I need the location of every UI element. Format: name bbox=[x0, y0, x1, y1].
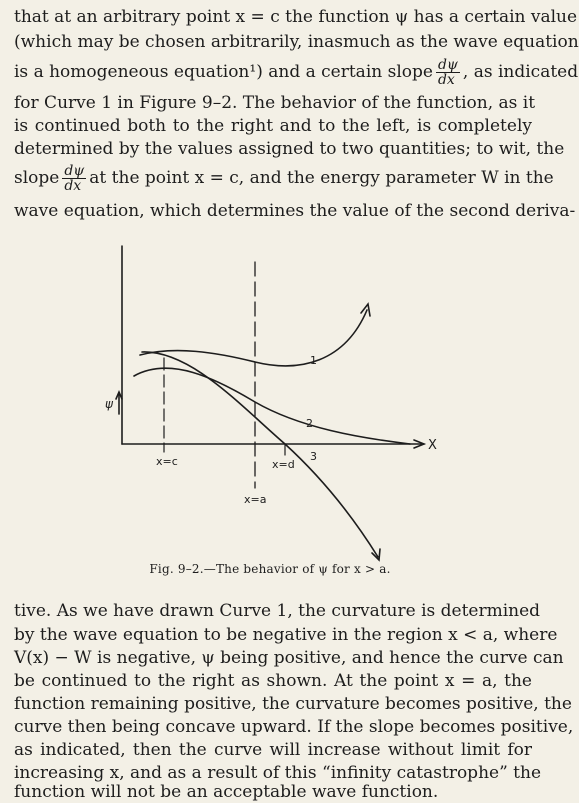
text-line-11: V(x) − W is negative, ψ being positive, and hence the curve can bbox=[14, 648, 564, 668]
text-line-14: curve then being concave upward. If the slope becomes positive, bbox=[14, 717, 574, 737]
frac-den-2: dx bbox=[64, 178, 82, 194]
x-d-label: x=d bbox=[272, 458, 295, 471]
text-line-7a: slope bbox=[14, 168, 60, 188]
frac-den: dx bbox=[437, 72, 455, 88]
text-line-1: that at an arbitrary point x = c the function ψ has a certain value bbox=[14, 7, 578, 27]
text-line-6: determined by the values assigned to two quantities; to wit, the bbox=[14, 139, 565, 159]
text-line-4: for Curve 1 in Figure 9–2. The behavior of the function, as it bbox=[14, 93, 536, 113]
text-line-8: wave equation, which determines the value of the second deriva- bbox=[14, 201, 576, 221]
text-line-12: be continued to the right as shown. At the point x = a, the bbox=[14, 671, 532, 691]
text-line-3a: is a homogeneous equation¹) and a certain slope bbox=[14, 62, 433, 82]
text-line-2: (which may be chosen arbitrarily, inasmuch as the wave equation bbox=[14, 32, 579, 52]
text-line-3b: , as indicated bbox=[462, 62, 579, 82]
text-line-9: tive. As we have drawn Curve 1, the curvature is determined bbox=[14, 601, 541, 621]
frac-num: dψ bbox=[437, 57, 458, 73]
frac-num-2: dψ bbox=[64, 163, 85, 179]
text-line-17: function will not be an acceptable wave function. bbox=[14, 782, 439, 802]
x-axis-label: X bbox=[428, 438, 437, 453]
text-line-7b: at the point x = c, and the energy parameter W in the bbox=[89, 168, 554, 188]
psi-label: ψ bbox=[105, 397, 113, 411]
curve-2-label: 2 bbox=[306, 417, 313, 430]
x-a-label: x=a bbox=[244, 493, 267, 506]
figure-caption: Fig. 9–2.—The behavior of ψ for x > a. bbox=[149, 562, 391, 576]
x-c-label: x=c bbox=[156, 455, 178, 468]
text-line-16: increasing x, and as a result of this “infinity catastrophe” the bbox=[14, 763, 542, 783]
text-line-15: as indicated, then the curve will increase without limit for bbox=[14, 740, 532, 760]
curve-3-label: 3 bbox=[310, 450, 317, 463]
curve-1-label: 1 bbox=[310, 354, 317, 367]
text-line-13: function remaining positive, the curvature becomes positive, the bbox=[14, 694, 572, 714]
text-line-5: is continued both to the right and to the left, is completely bbox=[14, 116, 532, 136]
text-line-10: by the wave equation to be negative in the region x < a, where bbox=[14, 625, 558, 645]
